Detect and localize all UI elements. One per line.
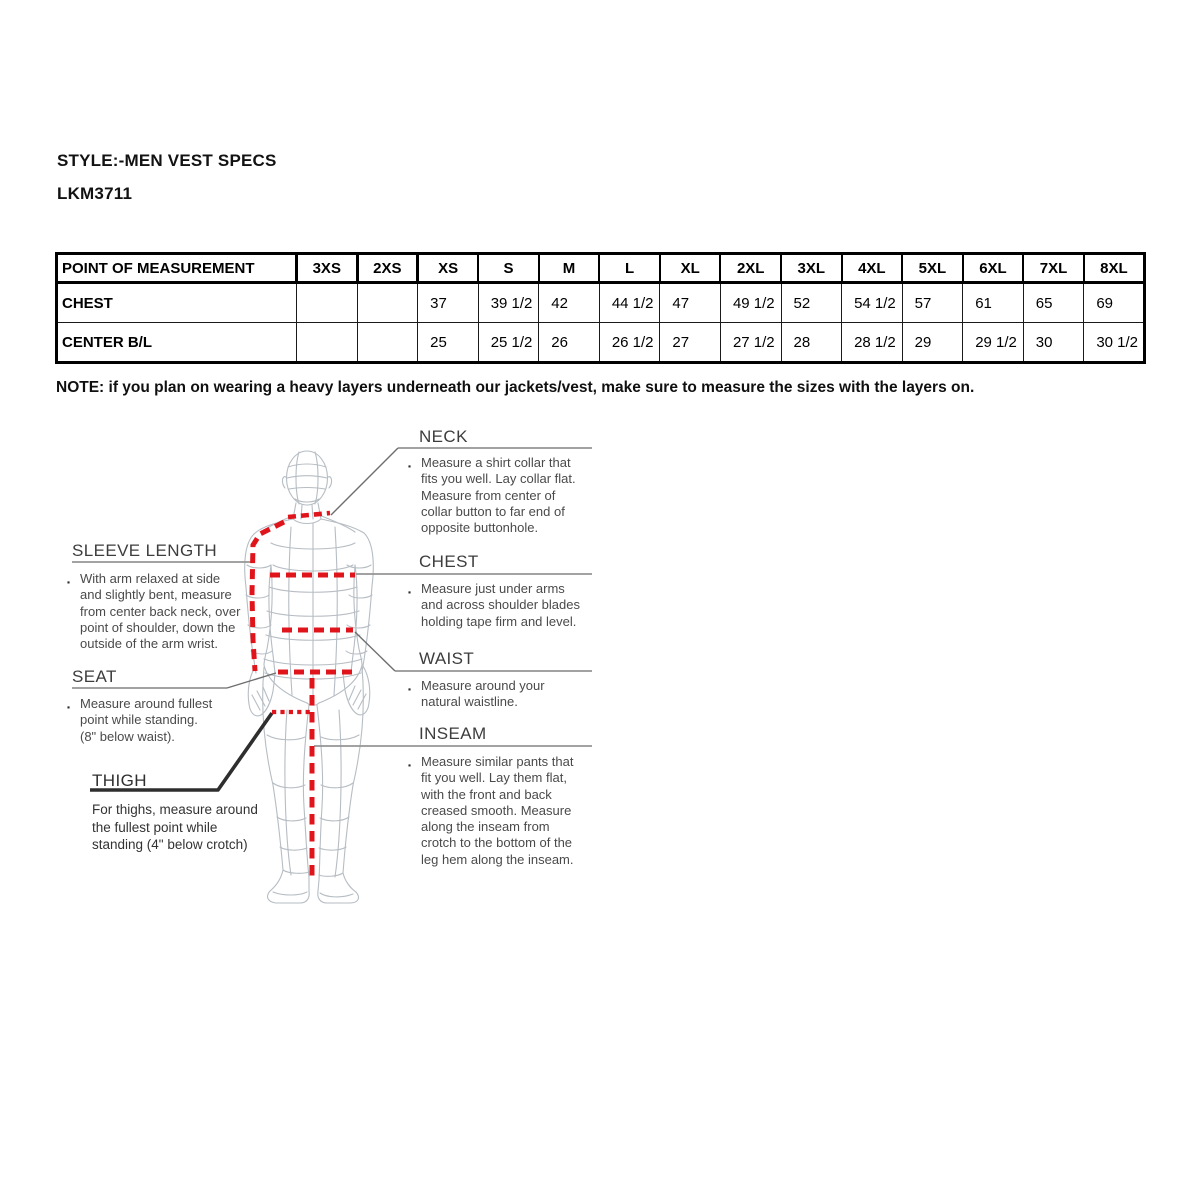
column-header: POINT OF MEASUREMENT [57, 254, 297, 283]
column-header: XL [660, 254, 721, 283]
size-cell: 28 1/2 [842, 323, 903, 363]
table-row [57, 283, 1145, 323]
thigh-heading: THIGH [92, 771, 147, 790]
instruction-line: point while standing. [80, 712, 198, 728]
inseam-instructions [408, 754, 573, 868]
instruction-line: opposite buttonhole. [421, 520, 539, 536]
size-cell: 49 1/2 [720, 283, 781, 323]
size-cell: 25 [418, 323, 479, 363]
column-header: 3XL [781, 254, 842, 283]
instruction-line: creased smooth. Measure [421, 802, 572, 818]
instruction-line: natural waistline. [421, 694, 518, 710]
instruction-line: leg hem along the inseam. [421, 851, 574, 867]
column-header: S [478, 254, 539, 283]
chest-heading: CHEST [419, 552, 479, 571]
column-header: 5XL [902, 254, 963, 283]
size-cell: 54 1/2 [842, 283, 903, 323]
neck-instructions [408, 455, 576, 536]
instruction-line: collar button to far end of [421, 503, 565, 519]
column-header: 4XL [842, 254, 903, 283]
instruction-line: standing (4" below crotch) [92, 837, 248, 852]
bullet-icon: ▪ [408, 684, 412, 694]
size-cell [297, 323, 358, 363]
table-header-row [57, 254, 1145, 283]
bullet-icon: ▪ [408, 760, 412, 770]
instruction-line: fit you well. Lay them flat, [421, 770, 567, 786]
size-cell: 27 1/2 [720, 323, 781, 363]
size-cell: 47 [660, 283, 721, 323]
size-cell: 65 [1023, 283, 1084, 323]
size-cell: 42 [539, 283, 600, 323]
size-cell: 27 [660, 323, 721, 363]
bullet-icon: ▪ [408, 587, 412, 597]
instruction-line: with the front and back [421, 786, 552, 802]
instruction-line: outside of the arm wrist. [80, 636, 218, 652]
size-cell [357, 323, 418, 363]
instruction-line: Measure just under arms [421, 581, 565, 596]
sleeve-measure-line [252, 522, 284, 671]
size-cell: 29 1/2 [963, 323, 1024, 363]
instruction-line: For thighs, measure around [92, 802, 258, 817]
size-cell: 26 [539, 323, 600, 363]
size-cell: 61 [963, 283, 1024, 323]
thigh-instructions [92, 801, 258, 854]
instruction-line: and across shoulder blades [421, 597, 580, 613]
style-title: STYLE:-MEN VEST SPECS [57, 151, 277, 170]
size-cell: 52 [781, 283, 842, 323]
instruction-line: Measure around fullest [80, 696, 213, 711]
bullet-icon: ▪ [67, 702, 71, 712]
column-header: 3XS [297, 254, 358, 283]
size-cell: 30 1/2 [1084, 323, 1145, 363]
instruction-line: holding tape firm and level. [421, 613, 577, 629]
size-cell: 26 1/2 [599, 323, 660, 363]
instruction-line: and slightly bent, measure [80, 587, 232, 603]
bullet-icon: ▪ [67, 577, 71, 587]
waist-instructions [408, 678, 545, 711]
instruction-line: With arm relaxed at side [80, 571, 221, 586]
instruction-line: along the inseam from [421, 819, 550, 835]
measurement-guide-diagram [55, 415, 595, 935]
column-header: 2XL [720, 254, 781, 283]
instruction-line: (8" below waist). [80, 728, 175, 744]
inseam-heading: INSEAM [419, 724, 487, 743]
size-cell: 57 [902, 283, 963, 323]
size-spec-table [55, 252, 1146, 364]
chest-instructions [408, 581, 580, 630]
column-header: 2XS [357, 254, 418, 283]
size-cell: 39 1/2 [478, 283, 539, 323]
instruction-line: point of shoulder, down the [80, 619, 236, 635]
instruction-line: crotch to the bottom of the [421, 835, 573, 851]
neck-heading: NECK [419, 427, 468, 446]
size-cell [297, 283, 358, 323]
bullet-icon: ▪ [408, 461, 412, 471]
size-cell: 69 [1084, 283, 1145, 323]
column-header: 8XL [1084, 254, 1145, 283]
instruction-line: Measure around your [421, 678, 545, 693]
column-header: 7XL [1023, 254, 1084, 283]
size-cell [357, 283, 418, 323]
instruction-line: from center back neck, over [80, 603, 241, 619]
seat-instructions [67, 696, 212, 745]
instruction-line: Measure similar pants that [421, 754, 574, 769]
column-header: M [539, 254, 600, 283]
seat-heading: SEAT [72, 667, 117, 686]
row-label: CHEST [57, 283, 297, 323]
column-header: 6XL [963, 254, 1024, 283]
row-label: CENTER B/L [57, 323, 297, 363]
table-row [57, 323, 1145, 363]
style-code: LKM3711 [57, 184, 133, 203]
instruction-line: Measure from center of [421, 487, 556, 503]
instruction-line: fits you well. Lay collar flat. [421, 471, 576, 487]
instruction-line: the fullest point while [92, 819, 218, 835]
size-cell: 28 [781, 323, 842, 363]
sleeve-length-heading: SLEEVE LENGTH [72, 541, 218, 560]
sleeve-length-instructions [67, 571, 240, 652]
size-cell: 29 [902, 323, 963, 363]
size-cell: 25 1/2 [478, 323, 539, 363]
size-cell: 44 1/2 [599, 283, 660, 323]
column-header: L [599, 254, 660, 283]
size-cell: 37 [418, 283, 479, 323]
size-cell: 30 [1023, 323, 1084, 363]
instruction-line: Measure a shirt collar that [421, 455, 571, 470]
layering-note: NOTE: if you plan on wearing a heavy layers underneath our jackets/vest, make sure to measure the sizes with the layers on. [56, 379, 975, 396]
waist-heading: WAIST [419, 649, 475, 668]
column-header: XS [418, 254, 479, 283]
